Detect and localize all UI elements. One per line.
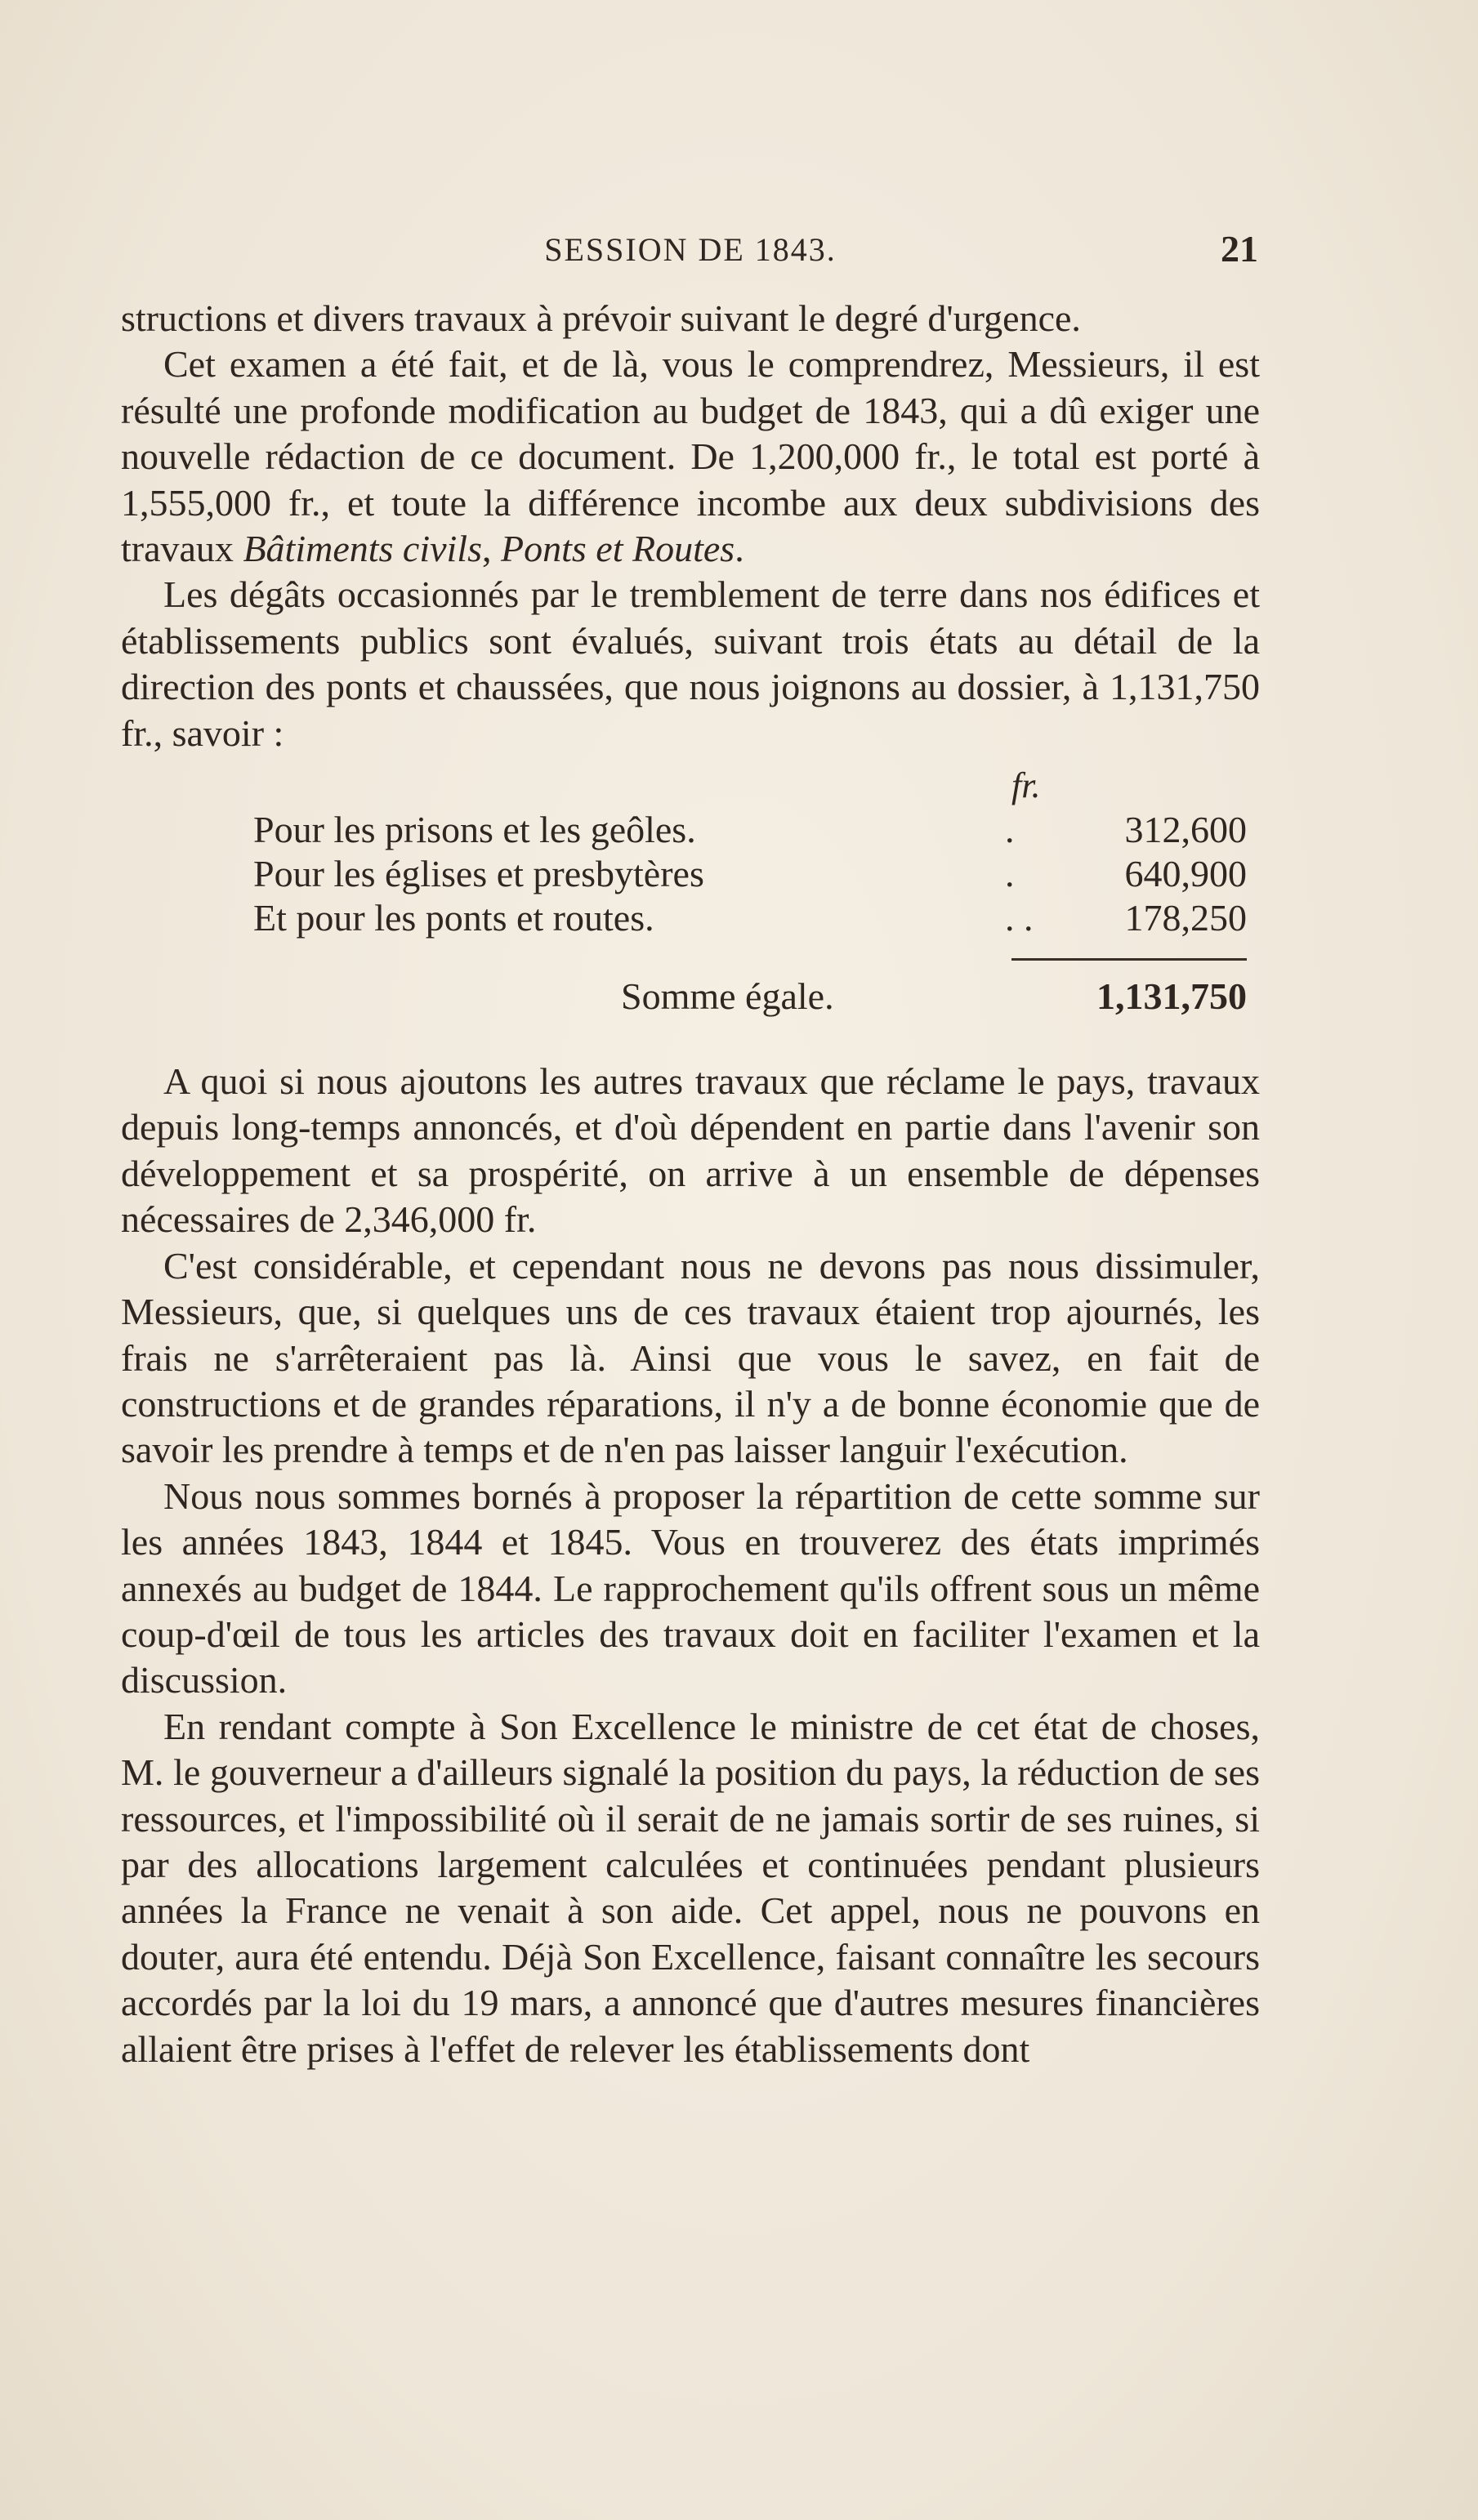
- paragraph-economy: C'est considérable, et cependant nous ne devons pas nous dissimuler, Messieurs, que, si quelques uns de ces travaux étaient trop ajournés, les frais ne s'arrêteraient pas là. Ainsi que vous le savez, en fait de constructions et de grandes réparations, il n'y a de bonne économie que de savoir les prendre à temps et de n'en pas laisser languir l'exécution.: [121, 1244, 1260, 1471]
- table-row: [253, 851, 1247, 897]
- currency-unit: fr.: [1011, 765, 1041, 806]
- row-leader: .: [1005, 853, 1015, 895]
- period: .: [735, 528, 744, 570]
- row-label: Pour les prisons et les geôles.: [253, 809, 696, 851]
- table-row: [253, 895, 1247, 941]
- row-amount: 640,900: [1124, 853, 1247, 895]
- italic-term-ponts: Ponts et Routes: [501, 528, 735, 570]
- page-header: [123, 230, 1258, 279]
- running-head: SESSION DE 1843.: [544, 231, 837, 268]
- paragraph-budget-revision: [121, 341, 1260, 572]
- total-label: Somme égale.: [621, 975, 834, 1018]
- separator: ,: [482, 528, 501, 570]
- paragraph-repartition: Nous nous sommes bornés à proposer la répartition de cette somme sur les années 1843, 1844 et 1845. Vous en trouverez des états imprimés annexés au budget de 1844. Le rapprochement qu'ils offrent sous un même coup-d'œil de tous les articles des travaux doit en faciliter l'examen et la discussion.: [121, 1474, 1260, 1702]
- row-leader: .: [1005, 809, 1015, 851]
- table-row: [253, 807, 1247, 853]
- total-amount: 1,131,750: [1096, 975, 1247, 1018]
- sum-rule: [1011, 958, 1247, 961]
- paragraph-total-expenses: A quoi si nous ajoutons les autres travaux que réclame le pays, travaux depuis long-temps annoncés, et d'où dépendent en partie dans l'avenir son développement et sa prospérité, on arrive à un ensemble de dépenses nécessaires de 2,346,000 fr.: [121, 1060, 1260, 1241]
- italic-term-batiments: Bâtiments civils: [243, 528, 482, 570]
- row-amount: 312,600: [1124, 809, 1247, 851]
- total-row: [621, 974, 1247, 1019]
- page-number: 21: [1221, 228, 1258, 270]
- body-text: [121, 296, 1260, 2072]
- paragraph-continuation: structions et divers travaux à prévoir suivant le degré d'urgence.: [121, 297, 1081, 339]
- row-label: Et pour les ponts et routes.: [253, 897, 654, 939]
- row-amount: 178,250: [1124, 897, 1247, 939]
- paragraph-earthquake-damage: Les dégâts occasionnés par le tremblement de terre dans nos édifices et établissements publics sont évalués, suivant trois états au détail de la direction des ponts et chaussées, que nous joignons au dossier, à 1,131,750 fr., savoir :: [121, 573, 1260, 754]
- damage-table: [121, 756, 1260, 1059]
- row-label: Pour les églises et presbytères: [253, 853, 704, 895]
- row-leader: . .: [1005, 897, 1034, 939]
- paragraph-governor: En rendant compte à Son Excellence le ministre de cet état de choses, M. le gouverneur a d'ailleurs signalé la position du pays, la réduction de ses ressources, et l'impossibilité où il serait de ne jamais sortir de ses ruines, si par des allocations largement calculées et continuées pendant plusieurs années la France ne venait à son aide. Cet appel, nous ne pouvons en douter, aura été entendu. Déjà Son Excellence, faisant connaître les secours accordés par la loi du 19 mars, a annoncé que d'autres mesures financières allaient être prises à l'effet de relever les établissements dont: [121, 1705, 1260, 2070]
- paragraph-text: Cet examen a été fait, et de là, vous le comprendrez, Messieurs, il est résulté une profonde modification au budget de 1843, qui a dû exiger une nouvelle rédaction de ce document. De 1,200,000 fr., le total est porté à 1,555,000 fr., et toute la différence incombe aux deux subdivisions des travaux: [121, 343, 1260, 570]
